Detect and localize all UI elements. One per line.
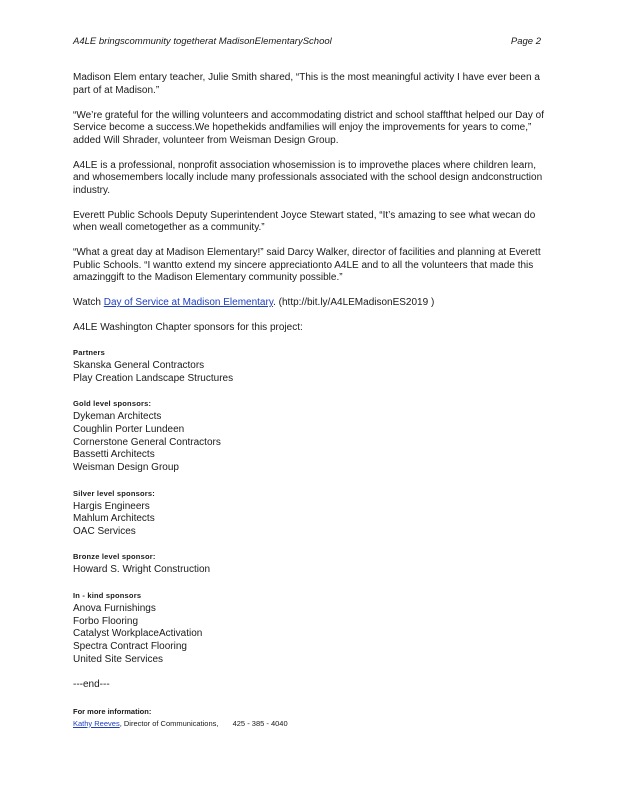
contact-line	[73, 718, 548, 730]
sponsor-section-silver	[73, 488, 548, 539]
contact-name-link[interactable]: Kathy Reeves	[73, 718, 120, 728]
sponsor-item: Spectra Contract Flooring	[73, 641, 187, 653]
paragraph-director-quote: “What a great day at Madison Elementary!” said Darcy Walker, director of facilities and planning at Everett Public Schools. “I wantto extend my sincere appreciationto A4LE and to all the volunteers that made this amazinggift to the Madison Elementary community possible.”	[73, 247, 541, 283]
sponsor-section-bronze	[73, 551, 548, 577]
sponsor-item: Coughlin Porter Lundeen	[73, 423, 185, 435]
sponsor-item: Skanska General Contractors	[73, 360, 205, 371]
sponsor-item: Forbo Flooring	[73, 615, 139, 627]
contact-phone: 425 - 385 - 4040	[232, 718, 288, 728]
sponsor-item: Mahlum Architects	[73, 513, 155, 525]
section-heading: Partners	[73, 348, 106, 357]
sponsor-item: Weisman Design Group	[73, 462, 179, 474]
watch-prefix: Watch	[73, 297, 101, 308]
end-marker: ---end---	[73, 679, 110, 691]
section-heading: Gold level sponsors:	[73, 399, 152, 409]
header-title: A4LE bringscommunity togetherat MadisonElementarySchool	[73, 36, 332, 47]
sponsors-intro: A4LE Washington Chapter sponsors for this project:	[73, 322, 303, 333]
sponsor-item: Cornerstone General Contractors	[73, 436, 221, 448]
more-info-label: For more information:	[73, 706, 152, 716]
watch-line	[73, 297, 548, 310]
sponsor-item: Catalyst WorkplaceActivation	[73, 628, 203, 640]
section-heading: In - kind sponsors	[73, 590, 142, 600]
paragraph-teacher-quote: Madison Elem entary teacher, Julie Smith shared, “This is the most meaningful activity I have ever been a part of at Madison.”	[73, 72, 540, 96]
section-heading: Bronze level sponsor:	[73, 552, 156, 562]
page-header	[73, 36, 541, 50]
paragraph-volunteer-quote: “We’re grateful for the willing volunteers and accommodating district and school staffthat helped our Day of Service become a success.We hopethekids andfamilies will enjoy the improvements for years to come,” added Will Shrader, volunteer from Weisman Design Group.	[73, 109, 544, 146]
document-body	[73, 72, 548, 730]
section-heading: Silver level sponsors:	[73, 488, 155, 498]
page-number: Page 2	[510, 36, 541, 47]
contact-role: , Director of Communications,	[119, 718, 219, 728]
sponsor-section-gold	[73, 398, 548, 475]
sponsor-item: Play Creation Landscape Structures	[73, 372, 234, 384]
sponsor-item: Bassetti Architects	[73, 449, 155, 461]
sponsor-section-in-kind	[73, 590, 548, 667]
sponsor-section-partners	[73, 347, 548, 386]
sponsor-item: Anova Furnishings	[73, 602, 156, 614]
sponsor-item: Hargis Engineers	[73, 500, 150, 512]
sponsor-item: OAC Services	[73, 526, 136, 538]
sponsor-item: United Site Services	[73, 653, 164, 665]
sponsor-item: Howard S. Wright Construction	[73, 564, 211, 576]
sponsor-item: Dykeman Architects	[73, 411, 162, 423]
paragraph-superintendent-quote: Everett Public Schools Deputy Superintendent Joyce Stewart stated, “It’s amazing to see what wecan do when weall cometogether as a community.”	[73, 209, 536, 233]
paragraph-a4le-mission: A4LE is a professional, nonprofit association whosemission is to improvethe places where children learn, and whosemembers locally include many professionals associated with the school design andconstruction industry.	[73, 159, 543, 196]
video-link[interactable]: Day of Service at Madison Elementary	[103, 297, 274, 308]
watch-suffix: . (http://bit.ly/A4LEMadisonES2019 )	[273, 297, 435, 308]
